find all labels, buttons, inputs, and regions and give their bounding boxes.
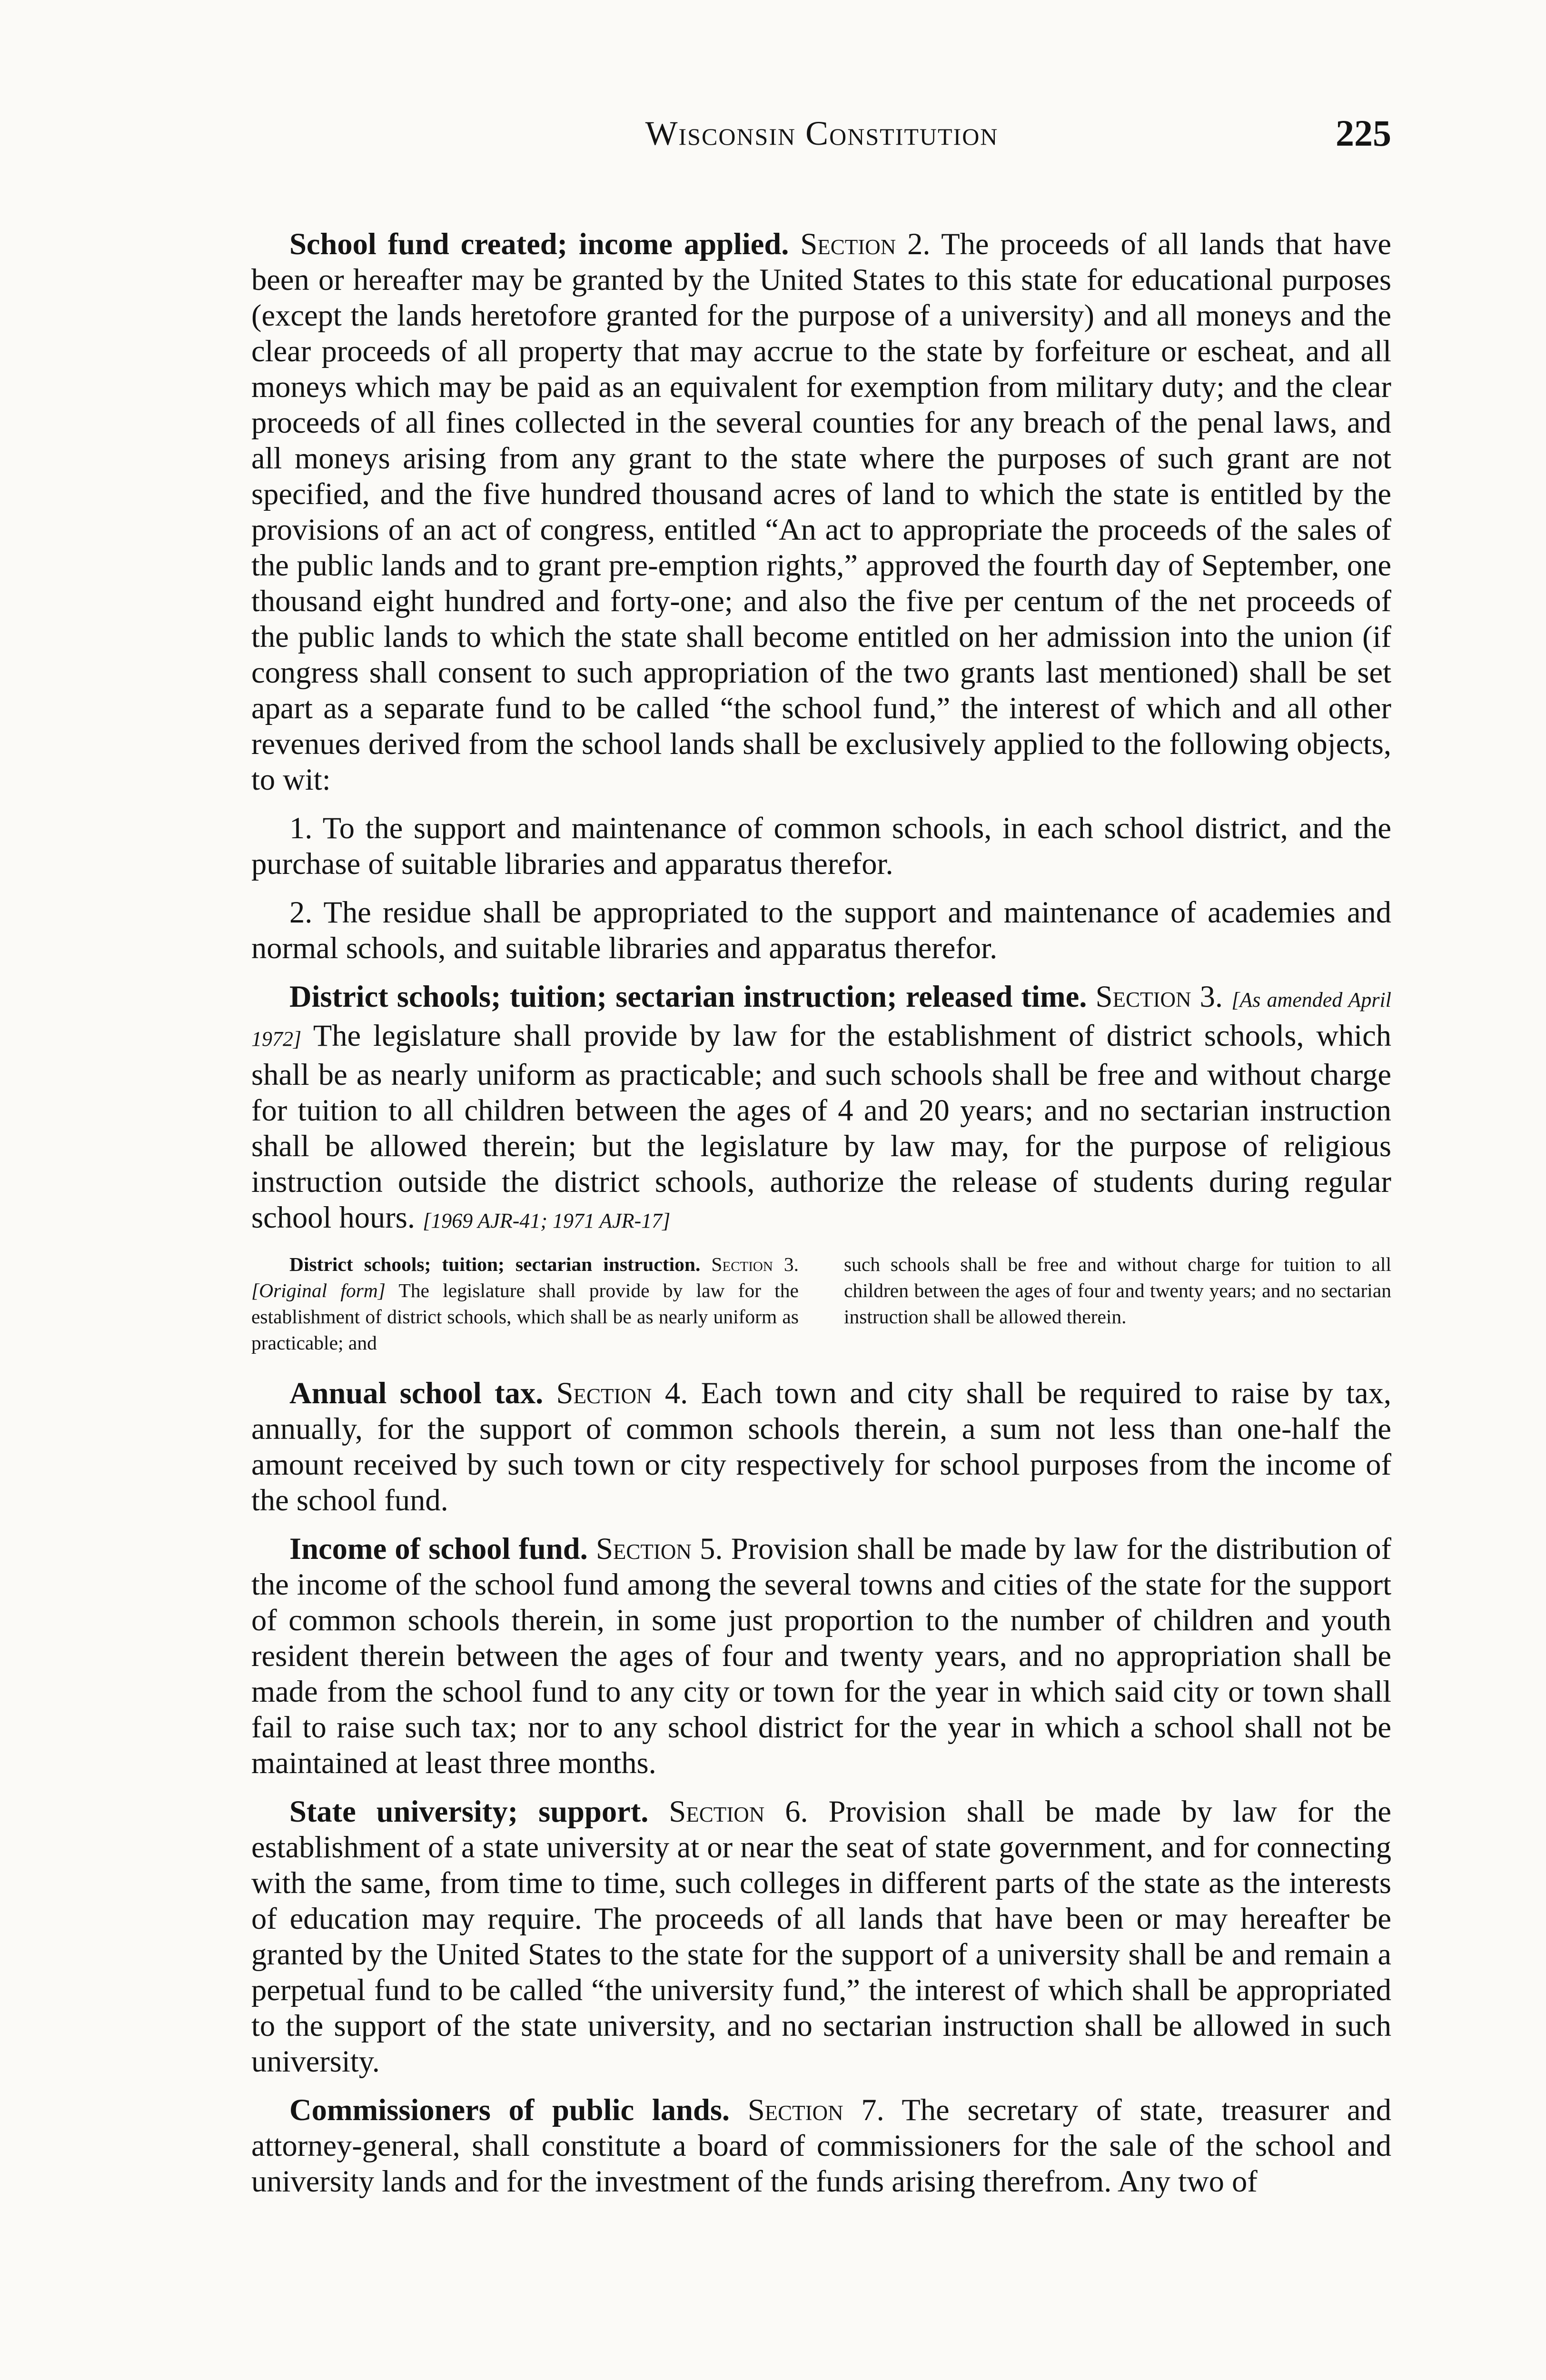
original-form-left-column: [251, 1251, 799, 1356]
section-6-heading: State university; support.: [289, 1795, 649, 1828]
section-2-item-1: 1. To the support and maintenance of common schools, in each school district, and the purchase of suitable libraries and apparatus therefor.: [251, 811, 1391, 881]
page-number: 225: [1336, 112, 1391, 154]
section-4-label: Section 4.: [556, 1376, 688, 1410]
section-7-heading: Commissioners of public lands.: [289, 2093, 730, 2127]
section-2-label: Section 2.: [800, 227, 931, 261]
original-form-heading: District schools; tuition; sectarian instruction.: [289, 1253, 701, 1275]
section-7-label: Section 7.: [747, 2093, 884, 2127]
original-form-right-column: [844, 1251, 1391, 1356]
section-3-history: [1969 AJR-41; 1971 AJR-17]: [423, 1209, 671, 1232]
original-form-label: Section 3.: [711, 1253, 799, 1275]
section-3-heading: District schools; tuition; sectarian instruction; released time.: [289, 980, 1087, 1013]
section-4-paragraph: [251, 1375, 1391, 1518]
original-form-text-left: The legislature shall provide by law for the establishment of district schools, which shall be as nearly uniform as practicable; and: [251, 1279, 799, 1354]
section-5-paragraph: [251, 1531, 1391, 1781]
section-6-text: Provision shall be made by law for the establishment of a state university at or near the seat of state government, and for connecting with the same, from time to time, such colleges in different parts of the state as the interests of education may require. The proceeds of all lands that have been or may hereafter be granted by the United States to the state for the support of a university shall be and remain a perpetual fund to be called “the university fund,” the interest of which shall be appropriated to the support of the state university, and no sectarian instruction shall be allowed in such university.: [251, 1795, 1392, 2078]
section-3-amend-note: [As amended April 1972]: [251, 988, 1392, 1051]
section-3-original-form: [251, 1251, 1391, 1356]
section-6-label: Section 6.: [669, 1795, 808, 1828]
section-2-heading: School fund created; income applied.: [289, 227, 789, 261]
original-form-note: [Original form]: [251, 1279, 386, 1301]
section-4-heading: Annual school tax.: [289, 1376, 544, 1410]
section-7-text: The secretary of state, treasurer and attorney-general, shall constitute a board of commissioners for the sale of the school and university lands and for the investment of the funds arising therefrom. Any two of: [251, 2093, 1392, 2198]
section-5-label: Section 5.: [596, 1532, 723, 1566]
section-2-paragraph: [251, 226, 1391, 797]
section-3-paragraph: [251, 979, 1391, 1239]
section-7-paragraph: [251, 2092, 1391, 2199]
section-2-item-2: 2. The residue shall be appropriated to the support and maintenance of academies and normal schools, and suitable libraries and apparatus therefor.: [251, 895, 1391, 965]
section-5-text: Provision shall be made by law for the distribution of the income of the school fund among the several towns and cities of the state for the support of common schools therein, in some just proportion to the number of children and youth resident therein between the ages of four and twenty years, and no appropriation shall be made from the school fund to any city or town for the year in which said city or town shall fail to raise such tax; nor to any school district for the year in which a school shall not be maintained at least three months.: [251, 1532, 1392, 1780]
section-4-text: Each town and city shall be required to raise by tax, annually, for the support of common schools therein, a sum not less than one-half the amount received by such town or city respectively for school purposes from the income of the school fund.: [251, 1376, 1392, 1517]
page-header: [252, 109, 1391, 167]
section-3-label: Section 3.: [1095, 980, 1223, 1013]
section-3-text: The legislature shall provide by law for the establishment of district schools, which shall be as nearly uniform as practicable; and such schools shall be free and without charge for tuition to all children between the ages of 4 and 20 years; and no sectarian instruction shall be allowed therein; but the legislature by law may, for the purpose of religious instruction outside the district schools, authorize the release of students during regular school hours.: [251, 1019, 1391, 1234]
original-form-text-right: such schools shall be free and without charge for tuition to all children between the ages of four and twenty years; and no sectarian instruction shall be allowed therein.: [844, 1253, 1391, 1328]
section-2-text: The proceeds of all lands that have been or hereafter may be granted by the United States to this state for educational purposes (except the lands heretofore granted for the purpose of a university) and all moneys and the clear proceeds of all property that may accrue to the state by forfeiture or escheat, and all moneys which may be paid as an equivalent for exemption from military duty; and the clear proceeds of all fines collected in the several counties for any breach of the penal laws, and all moneys arising from any grant to the state where the purposes of such grant are not specified, and the five hundred thousand acres of land to which the state is entitled by the provisions of an act of congress, entitled “An act to appropriate the proceeds of the sales of the public lands and to grant pre-emption rights,” approved the fourth day of September, one thousand eight hundred and forty-one; and also the five per centum of the net proceeds of the public lands to which the state shall become entitled on her admission into the union (if congress shall consent to such appropriation of the two grants last mentioned) shall be set apart as a separate fund to be called “the school fund,” the interest of which and all other revenues derived from the school lands shall be exclusively applied to the following objects, to wit:: [251, 227, 1391, 796]
section-5-heading: Income of school fund.: [289, 1532, 588, 1566]
body-text: [251, 226, 1391, 2212]
section-6-paragraph: [251, 1794, 1391, 2079]
running-title: Wisconsin Constitution: [645, 114, 999, 152]
